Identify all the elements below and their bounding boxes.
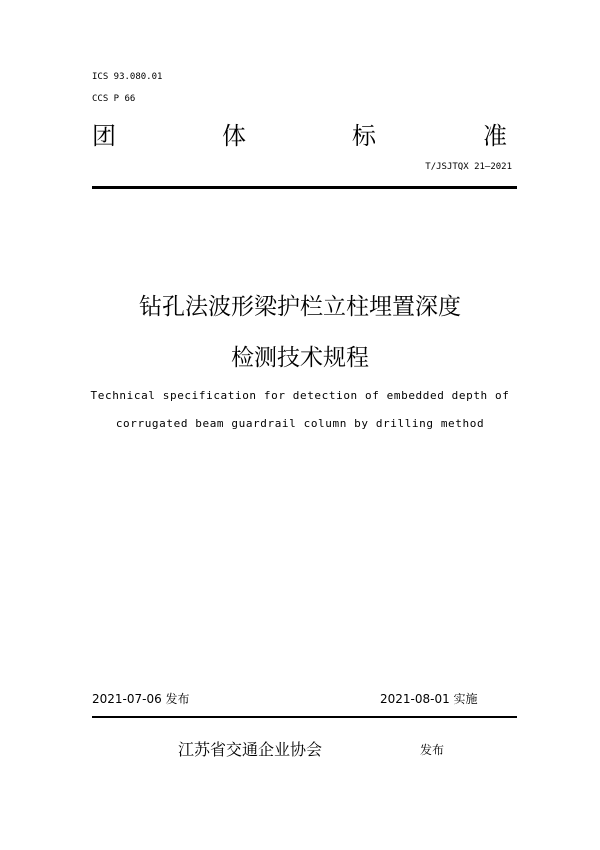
publish-date: 2021-07-06 发布 xyxy=(92,692,190,706)
title-zh-line2: 检测技术规程 xyxy=(231,345,369,371)
standard-number: T/JSJTQX 21—2021 xyxy=(425,162,512,172)
issuer-action: 发布 xyxy=(420,743,445,757)
title-en-line2: corrugated beam guardrail column by drilling method xyxy=(115,417,485,430)
title-en-line1: Technical specification for detection of embedded depth of xyxy=(90,389,510,402)
implement-date: 2021-08-01 实施 xyxy=(380,692,478,706)
header-rule xyxy=(92,186,517,189)
category-char: 体 xyxy=(222,122,246,150)
ccs-code: CCS P 66 xyxy=(92,94,136,104)
ics-code: ICS 93.080.01 xyxy=(92,72,163,82)
category-char: 标 xyxy=(352,122,376,150)
issuer-name: 江苏省交通企业协会 xyxy=(178,740,323,759)
category-char: 准 xyxy=(483,122,507,150)
title-zh-line1: 钻孔法波形梁护栏立柱埋置深度 xyxy=(139,294,461,320)
category-char: 团 xyxy=(92,122,116,150)
footer-rule xyxy=(92,716,517,718)
